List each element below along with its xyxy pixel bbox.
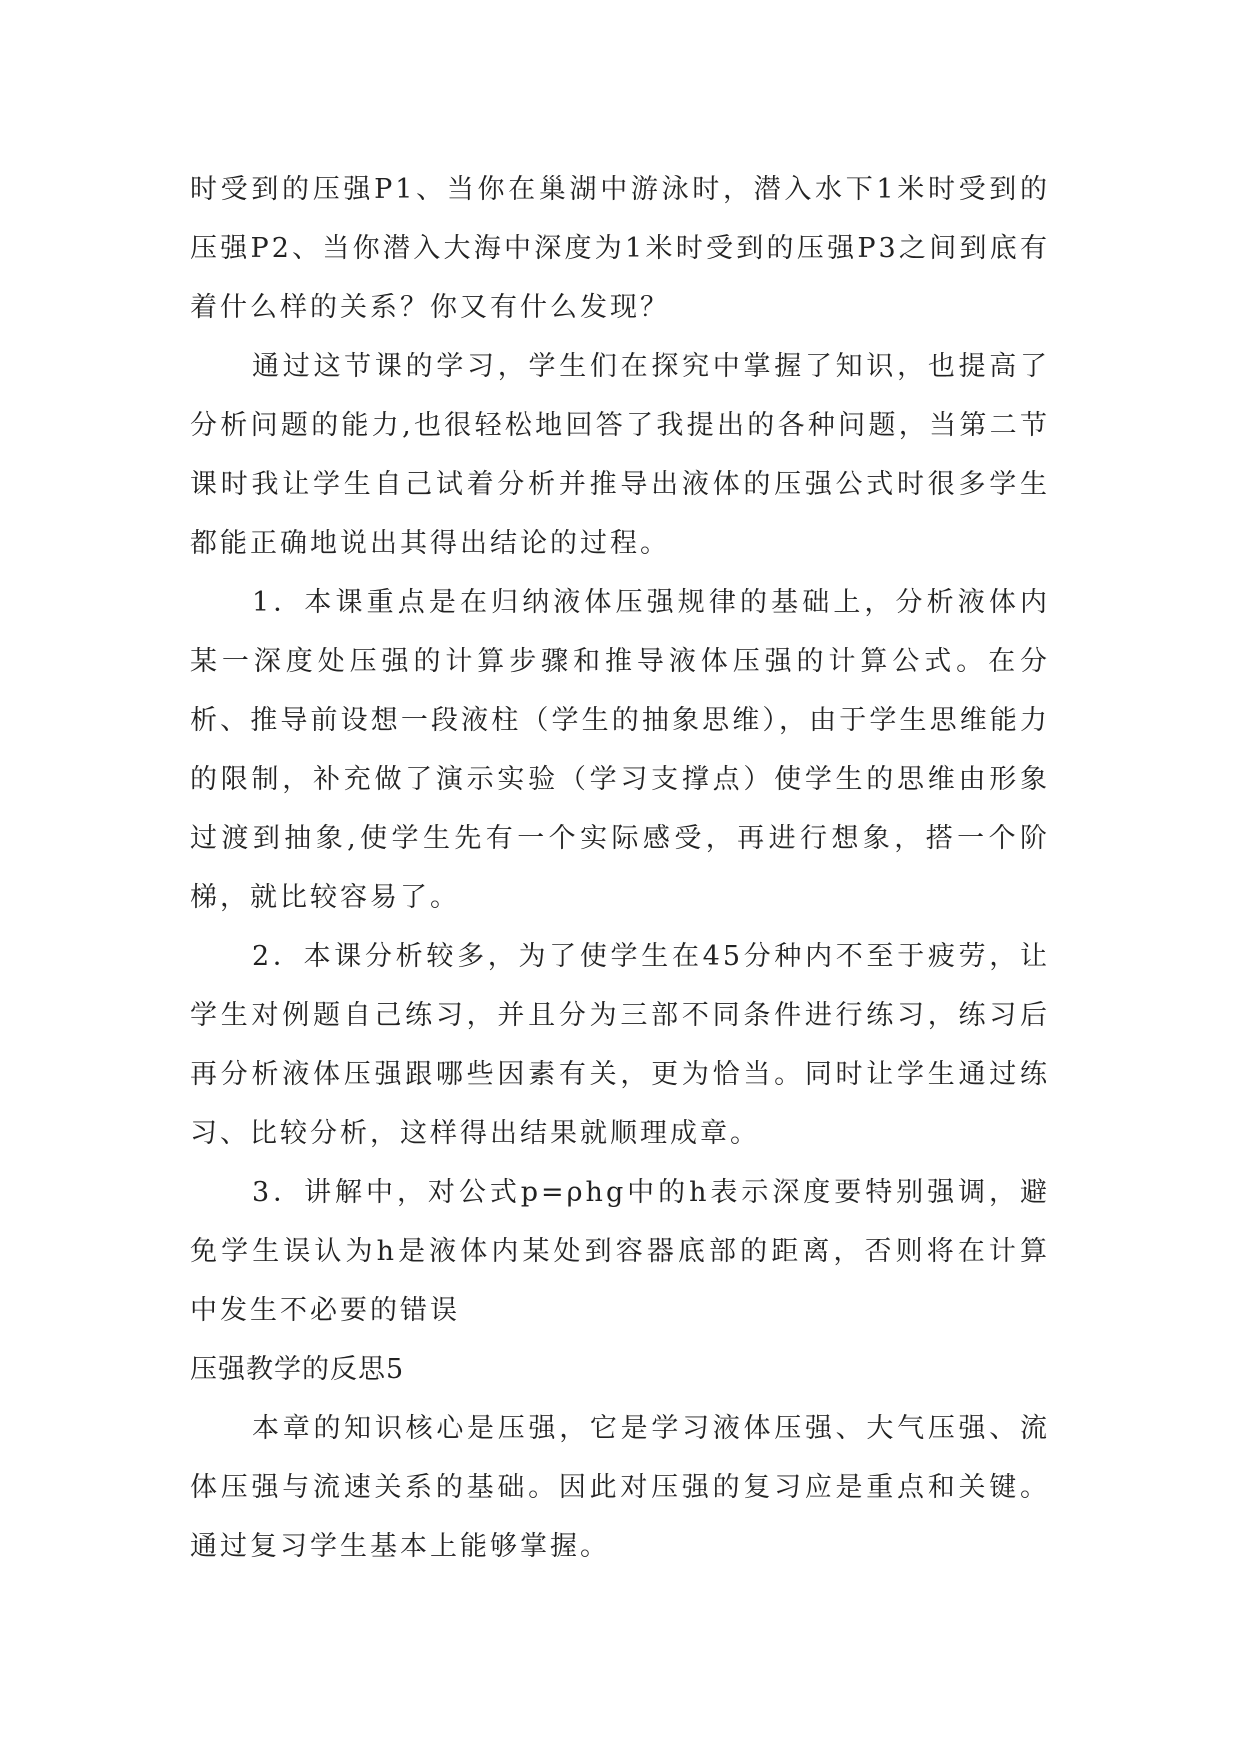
paragraph-continuation: 时受到的压强P1、当你在巢湖中游泳时，潜入水下1米时受到的压强P2、当你潜入大海中深度为1米时受到的压强P3之间到底有着什么样的关系？你又有什么发现？ <box>190 174 1050 323</box>
section-paragraph: 本章的知识核心是压强，它是学习液体压强、大气压强、流体压强与流速关系的基础。因此对压强的复习应是重点和关键。通过复习学生基本上能够掌握。 <box>190 1413 1050 1562</box>
document-body <box>190 160 1050 1576</box>
paragraph-lesson-summary: 通过这节课的学习，学生们在探究中掌握了知识，也提高了分析问题的能力,也很轻松地回答了我提出的各种问题，当第二节课时我让学生自己试着分析并推导出液体的压强公式时很多学生都能正确地说出其得出结论的过程。 <box>190 351 1050 559</box>
section-heading: 压强教学的反思5 <box>190 1354 405 1385</box>
paragraph-point-2: 2．本课分析较多，为了使学生在45分种内不至于疲劳，让学生对例题自己练习，并且分为三部不同条件进行练习，练习后再分析液体压强跟哪些因素有关，更为恰当。同时让学生通过练习、比较分析，这样得出结果就顺理成章。 <box>190 941 1050 1149</box>
paragraph-point-3: 3．讲解中，对公式p=ρhg中的h表示深度要特别强调，避免学生误认为h是液体内某处到容器底部的距离，否则将在计算中发生不必要的错误 <box>190 1177 1050 1326</box>
paragraph-point-1: 1．本课重点是在归纳液体压强规律的基础上，分析液体内某一深度处压强的计算步骤和推导液体压强的计算公式。在分析、推导前设想一段液柱（学生的抽象思维），由于学生思维能力的限制，补充做了演示实验（学习支撑点）使学生的思维由形象过渡到抽象,使学生先有一个实际感受，再进行想象，搭一个阶梯，就比较容易了。 <box>190 587 1050 913</box>
